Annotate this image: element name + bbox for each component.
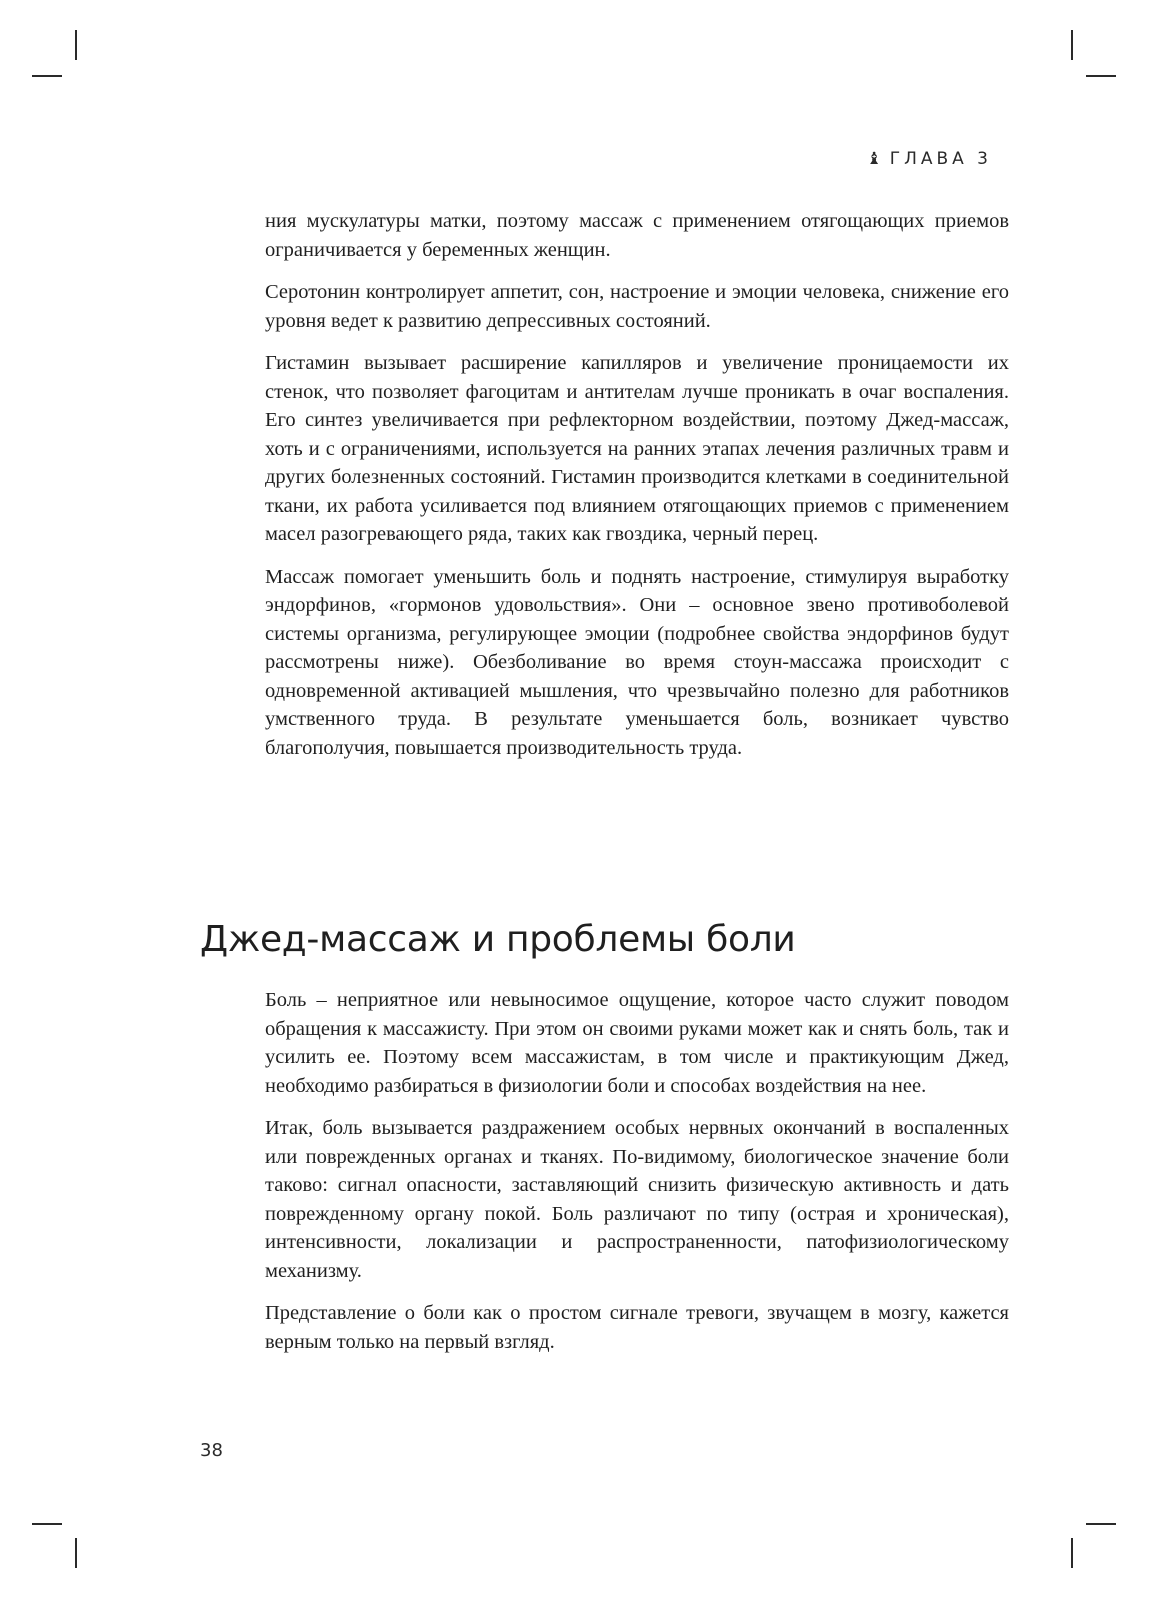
- chess-bishop-icon: ♝: [866, 149, 882, 169]
- crop-mark-bottom-right-horizontal: [1086, 1523, 1116, 1525]
- paragraph: Боль – неприятное или невыносимое ощущение, которое часто служит поводом обращения к массажисту. При этом он своими руками может как и снять боль, так и усилить ее. Поэтому всем массажистам, в том числе и практикующим Джед, необходимо разбираться в физиологии боли и способах воздействия на нее.: [265, 989, 1009, 1097]
- crop-mark-top-right-horizontal: [1086, 75, 1116, 77]
- paragraph: Массаж помогает уменьшить боль и поднять настроение, стимулируя выработку эндорфинов, «гормонов удовольствия». Они – основное звено противоболевой системы организма, регулирующее эмоции (подробнее свойства эндорфинов будут рассмотрены ниже). Обезболивание во время стоун-массажа происходит с одновременной активацией мышления, что чрезвычайно полезно для работников умственного труда. В результате уменьшается боль, возникает чувство благополучия, повышается производительность труда.: [265, 565, 1009, 759]
- paragraph: Серотонин контролирует аппетит, сон, настроение и эмоции человека, снижение его уровня ведет к развитию депрессивных состояний.: [265, 281, 1009, 332]
- paragraph: Представление о боли как о простом сигнале тревоги, звучащем в мозгу, кажется верным только на первый взгляд.: [265, 1302, 1009, 1353]
- section-text: [265, 986, 1009, 1370]
- crop-mark-top-left-vertical: [75, 30, 77, 60]
- page-number: 38: [200, 1440, 223, 1461]
- paragraph: Гистамин вызывает расширение капилляров и увеличение проницаемости их стенок, что позволяет фагоцитам и антителам лучше проникать в очаг воспаления. Его синтез увеличивается при рефлекторном воздействии, поэтому Джед-массаж, хоть и с ограничениями, используется на ранних этапах лечения различных травм и других болезненных состояний. Гистамин производится клетками в соединительной ткани, их работа усиливается под влиянием отягощающих приемов с применением масел разогревающего ряда, таких как гвоздика, черный перец.: [265, 352, 1009, 545]
- paragraph: Итак, боль вызывается раздражением особых нервных окончаний в воспаленных или поврежденных органах и тканях. По-видимому, биологическое значение боли таково: сигнал опасности, заставляющий снизить физическую активность и дать поврежденному органу покой. Боль различают по типу (острая и хроническая), интенсивности, локализации и распространенности, патофизиологическому механизму.: [265, 1117, 1009, 1282]
- crop-mark-bottom-right-vertical: [1071, 1538, 1073, 1568]
- crop-mark-bottom-left-horizontal: [32, 1523, 62, 1525]
- chapter-label: ГЛАВА 3: [889, 149, 992, 169]
- crop-mark-top-right-vertical: [1071, 30, 1073, 60]
- running-header: [866, 149, 992, 169]
- paragraph: ния мускулатуры матки, поэтому массаж с применением отягощающих приемов ограничивается у беременных женщин.: [265, 210, 1009, 261]
- section-heading: Джед-массаж и проблемы боли: [200, 919, 796, 960]
- body-text: [265, 207, 1009, 776]
- crop-mark-bottom-left-vertical: [75, 1538, 77, 1568]
- crop-mark-top-left-horizontal: [32, 75, 62, 77]
